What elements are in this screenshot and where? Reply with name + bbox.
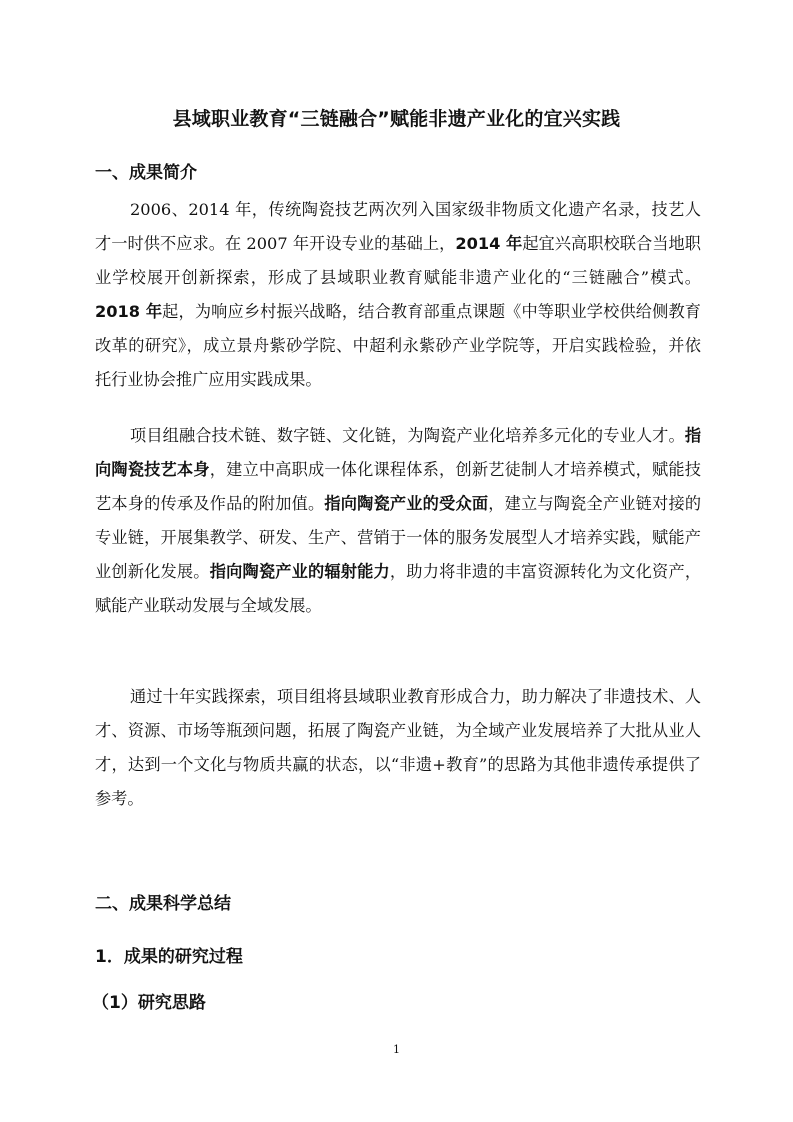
text-run: 项目组融合技术链、数字链、文化链，为陶瓷产业化培养多元化的专业人才。 xyxy=(130,426,685,445)
section-heading-1: 一、成果简介 xyxy=(95,163,197,183)
text-run: 起，为响应乡村振兴战略，结合教育部重点课题《中等职业学校供给侧教育改革的研究》，成立景舟紫砂学院、中超利永紫砂产业学院等，开启实践检验，并依托行业协会推广应用实践成果。 xyxy=(95,302,701,389)
section-heading-2: 二、成果科学总结 xyxy=(95,894,231,914)
document-title: 县域职业教育“三链融合”赋能非遗产业化的宜兴实践 xyxy=(172,108,621,130)
subheading-research-process: 1．成果的研究过程 xyxy=(95,947,243,967)
paragraph-intro xyxy=(95,193,701,397)
text-run: 起宜兴高职校联合当地职业学校展开创新探索，形成了县域职业教育赋能非遗产业化的“三链融合”模式。 xyxy=(95,234,701,287)
bold-phrase-audience: 指向陶瓷产业的受众面 xyxy=(324,494,489,513)
bold-phrase-radiation: 指向陶瓷产业的辐射能力 xyxy=(209,562,390,581)
text-run: 2006、2014 年，传统陶瓷技艺两次列入国家级非物质文化遗产名录，技艺人才一时供不应求。在 2007 年开设专业的基础上， xyxy=(95,200,701,253)
text-run: ，建立中高职成一体化课程体系，创新艺徒制人才培养模式，赋能技艺本身的传承及作品的附加值。 xyxy=(95,460,701,513)
bold-year-2014: 2014 年 xyxy=(455,234,523,253)
paragraph-project xyxy=(95,419,701,623)
bold-year-2018: 2018 年 xyxy=(95,302,163,321)
text-run: ，建立与陶瓷全产业链对接的专业链，开展集教学、研发、生产、营销于一体的服务发展型人才培养实践，赋能产业创新化发展。 xyxy=(95,494,702,581)
page-number: 1 xyxy=(393,1043,400,1056)
text-run: ，助力将非遗的丰富资源转化为文化资产，赋能产业联动发展与全域发展。 xyxy=(95,562,702,615)
subheading-research-ideas: （1）研究思路 xyxy=(92,993,206,1013)
bold-phrase-craft: 指向陶瓷技艺本身 xyxy=(95,426,701,479)
text-run: 通过十年实践探索，项目组将县域职业教育形成合力，助力解决了非遗技术、人才、资源、市场等瓶颈问题，拓展了陶瓷产业链，为全域产业发展培养了大批从业人才，达到一个文化与物质共赢的状态，以“非遗+教育”的思路为其他非遗传承提供了参考。 xyxy=(95,687,701,808)
paragraph-results xyxy=(95,680,701,816)
